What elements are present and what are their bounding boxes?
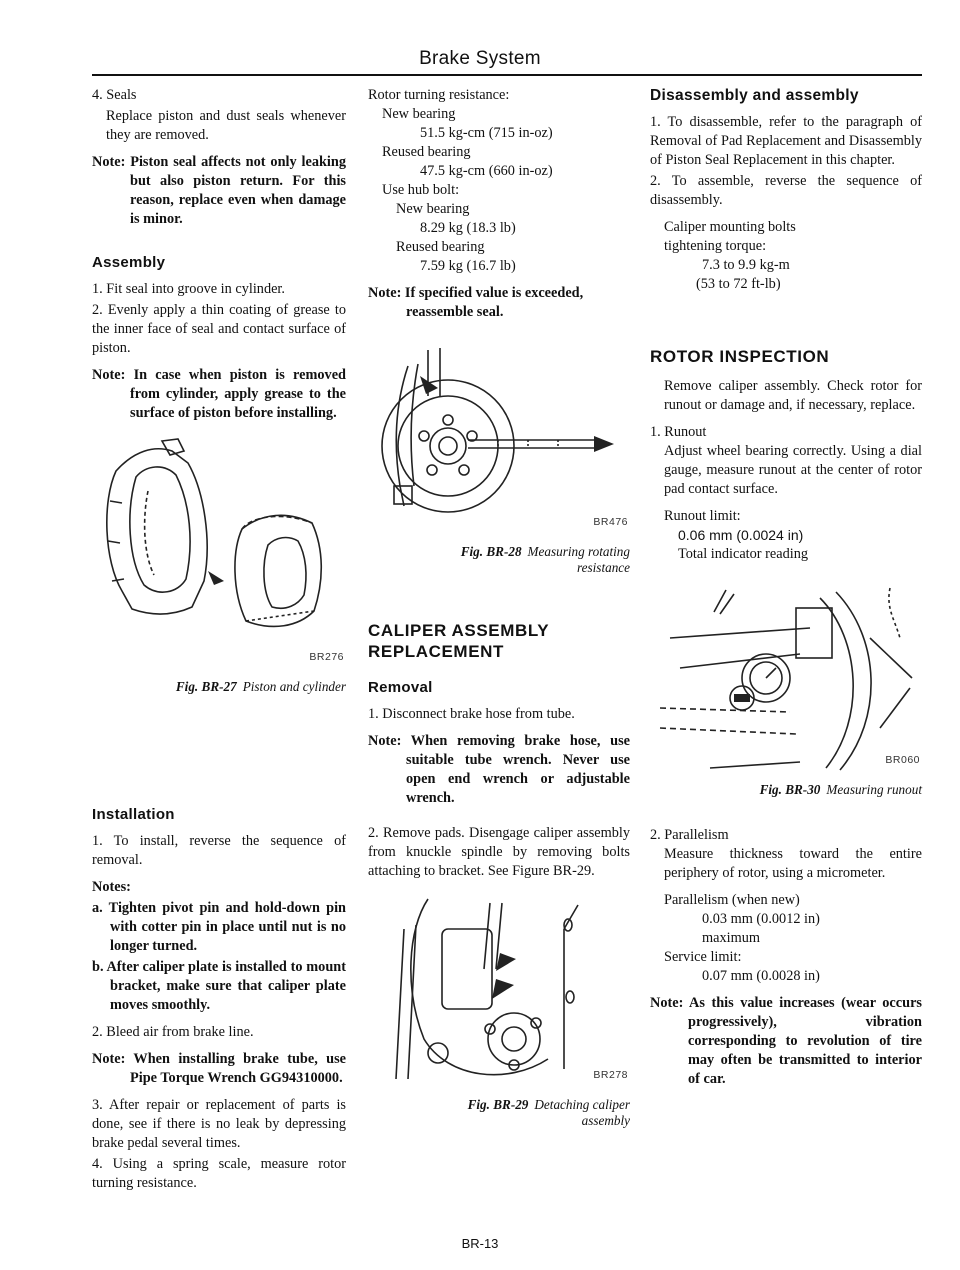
runout-limit-value: 0.06 mm (0.0024 in) bbox=[678, 527, 804, 543]
assembly-step-2: 2. Evenly apply a thin coating of grease to the inner face of seal and contact surface of piston. bbox=[92, 302, 346, 356]
figure-code: BR476 bbox=[593, 516, 628, 528]
note-b: b. After caliper plate is installed to mount bracket, make sure that caliper plate moves smoothly. bbox=[92, 959, 346, 1013]
figure-caption-text: Piston and cylinder bbox=[242, 679, 346, 694]
installation-heading: Installation bbox=[92, 806, 175, 823]
service-limit-value: 0.07 mm (0.0028 in) bbox=[702, 968, 820, 984]
rotor-resistance-label: Rotor turning resistance: bbox=[368, 87, 510, 103]
disassembly-step-2: 2. To assemble, reverse the sequence of disassembly. bbox=[650, 173, 922, 208]
new-bearing-2-label: New bearing bbox=[396, 201, 470, 217]
figure-id: Fig. BR-30 bbox=[759, 782, 821, 797]
piston-cylinder-drawing-icon bbox=[92, 431, 346, 671]
assembly-step-1: 1. Fit seal into groove in cylinder. bbox=[92, 281, 285, 297]
figure-caption-line-1: Detaching caliper bbox=[534, 1097, 630, 1112]
runout-limit-label: Runout limit: bbox=[664, 508, 741, 524]
figure-br-27 bbox=[92, 431, 346, 671]
figure-code: BR278 bbox=[593, 1069, 628, 1081]
figure-br-29 bbox=[368, 889, 630, 1089]
seals-note: Note: Piston seal affects not only leaking but also piston return. For this reason, replace even when damage is minor. bbox=[92, 154, 346, 227]
figure-caption-line-2: resistance bbox=[577, 560, 630, 575]
bolts-value-1: 7.3 to 9.9 kg-m bbox=[702, 257, 790, 273]
figure-code: BR276 bbox=[309, 651, 344, 663]
rotor-intro: Remove caliper assembly. Check rotor for runout or damage and, if necessary, replace. bbox=[664, 378, 922, 413]
wear-note: Note: As this value increases (wear occurs progressively), vibration corresponding to revolution of tire may often be transmitted to interior of car. bbox=[650, 995, 922, 1087]
new-bearing-2-value: 8.29 kg (18.3 lb) bbox=[420, 220, 516, 236]
figure-code: BR060 bbox=[885, 754, 920, 766]
hub-bolt-label: Use hub bolt: bbox=[382, 182, 460, 198]
column-right bbox=[650, 86, 922, 1097]
figure-id: Fig. BR-28 bbox=[460, 544, 522, 559]
install-step-1: 1. To install, reverse the sequence of removal. bbox=[92, 833, 346, 868]
figure-id: Fig. BR-27 bbox=[175, 679, 237, 694]
removal-note: Note: When removing brake hose, use suitable tube wrench. Never use open end wrench or adjustable wrench. bbox=[368, 733, 630, 806]
disassembly-step-1: 1. To disassemble, refer to the paragraph of Removal of Pad Replacement and Disassembly of Piston Seal Replacement in this chapter. bbox=[650, 114, 922, 168]
note-a: a. Tighten pivot pin and hold-down pin with cotter pin in place until nut is no longer turned. bbox=[92, 900, 346, 954]
assembly-heading: Assembly bbox=[92, 254, 166, 271]
reused-bearing-2-label: Reused bearing bbox=[396, 239, 485, 255]
assembly-note: Note: In case when piston is removed from cylinder, apply grease to the surface of piston before installing. bbox=[92, 367, 346, 421]
disassembly-heading: Disassembly and assembly bbox=[650, 87, 859, 104]
seals-item: 4. Seals bbox=[92, 87, 137, 103]
figure-caption bbox=[368, 1097, 630, 1129]
page-header-title: Brake System bbox=[419, 48, 541, 69]
figure-id: Fig. BR-29 bbox=[467, 1097, 529, 1112]
parallelism-new-label: Parallelism (when new) bbox=[664, 892, 800, 908]
runout-limit-note: Total indicator reading bbox=[678, 546, 809, 562]
parallelism-new-value: 0.03 mm (0.0012 in) bbox=[702, 911, 820, 927]
reused-bearing-label: Reused bearing bbox=[382, 144, 471, 160]
install-step-2: 2. Bleed air from brake line. bbox=[92, 1024, 254, 1040]
figure-caption bbox=[368, 544, 630, 576]
parallelism-new-note: maximum bbox=[702, 930, 760, 946]
rotor-inspection-heading: ROTOR INSPECTION bbox=[650, 347, 830, 366]
column-left bbox=[92, 86, 346, 1201]
service-limit-label: Service limit: bbox=[664, 949, 742, 965]
removal-step-2: 2. Remove pads. Disengage caliper assembly from knuckle spindle by removing bolts attaching to bracket. See Figure BR-29. bbox=[368, 825, 630, 879]
figure-caption-line-2: assembly bbox=[581, 1113, 630, 1128]
caliper-detach-drawing-icon bbox=[368, 889, 630, 1089]
parallelism-item: 2. Parallelism bbox=[650, 827, 729, 843]
rotating-resistance-drawing-icon bbox=[368, 336, 630, 536]
removal-step-1: 1. Disconnect brake hose from tube. bbox=[368, 706, 575, 722]
new-bearing-value: 51.5 kg-cm (715 in-oz) bbox=[420, 125, 553, 141]
figure-caption-line-1: Measuring rotating bbox=[527, 544, 630, 559]
exceed-note: Note: If specified value is exceeded, reassemble seal. bbox=[368, 285, 584, 320]
runout-text: Adjust wheel bearing correctly. Using a dial gauge, measure runout at the center of rotor pad contact surface. bbox=[664, 443, 922, 497]
bolts-value-2: (53 to 72 ft-lb) bbox=[696, 276, 781, 292]
install-note: Note: When installing brake tube, use Pipe Torque Wrench GG94310000. bbox=[92, 1051, 346, 1086]
bolts-label-2: tightening torque: bbox=[664, 238, 767, 254]
new-bearing-label: New bearing bbox=[382, 106, 456, 122]
seals-text: Replace piston and dust seals whenever they are removed. bbox=[106, 108, 346, 143]
figure-br-28 bbox=[368, 336, 630, 536]
dial-gauge-runout-drawing-icon bbox=[650, 578, 922, 774]
caliper-heading: CALIPER ASSEMBLY REPLACEMENT bbox=[368, 621, 549, 661]
figure-br-30 bbox=[650, 578, 922, 774]
reused-bearing-value: 47.5 kg-cm (660 in-oz) bbox=[420, 163, 553, 179]
column-middle bbox=[368, 86, 630, 1129]
reused-bearing-2-value: 7.59 kg (16.7 lb) bbox=[420, 258, 516, 274]
page-number: BR-13 bbox=[461, 1236, 499, 1251]
figure-caption-text: Measuring runout bbox=[826, 782, 922, 797]
header-rule bbox=[92, 74, 922, 76]
bolts-label-1: Caliper mounting bolts bbox=[664, 219, 796, 235]
install-step-3: 3. After repair or replacement of parts is done, see if there is no leak by depressing brake pedal several times. bbox=[92, 1097, 346, 1151]
parallelism-text: Measure thickness toward the entire periphery of rotor, using a micrometer. bbox=[664, 846, 922, 881]
figure-caption bbox=[92, 679, 346, 695]
notes-label: Notes: bbox=[92, 879, 131, 895]
runout-item: 1. Runout bbox=[650, 424, 707, 440]
removal-heading: Removal bbox=[368, 679, 433, 696]
install-step-4: 4. Using a spring scale, measure rotor turning resistance. bbox=[92, 1156, 346, 1191]
figure-caption bbox=[650, 782, 922, 798]
